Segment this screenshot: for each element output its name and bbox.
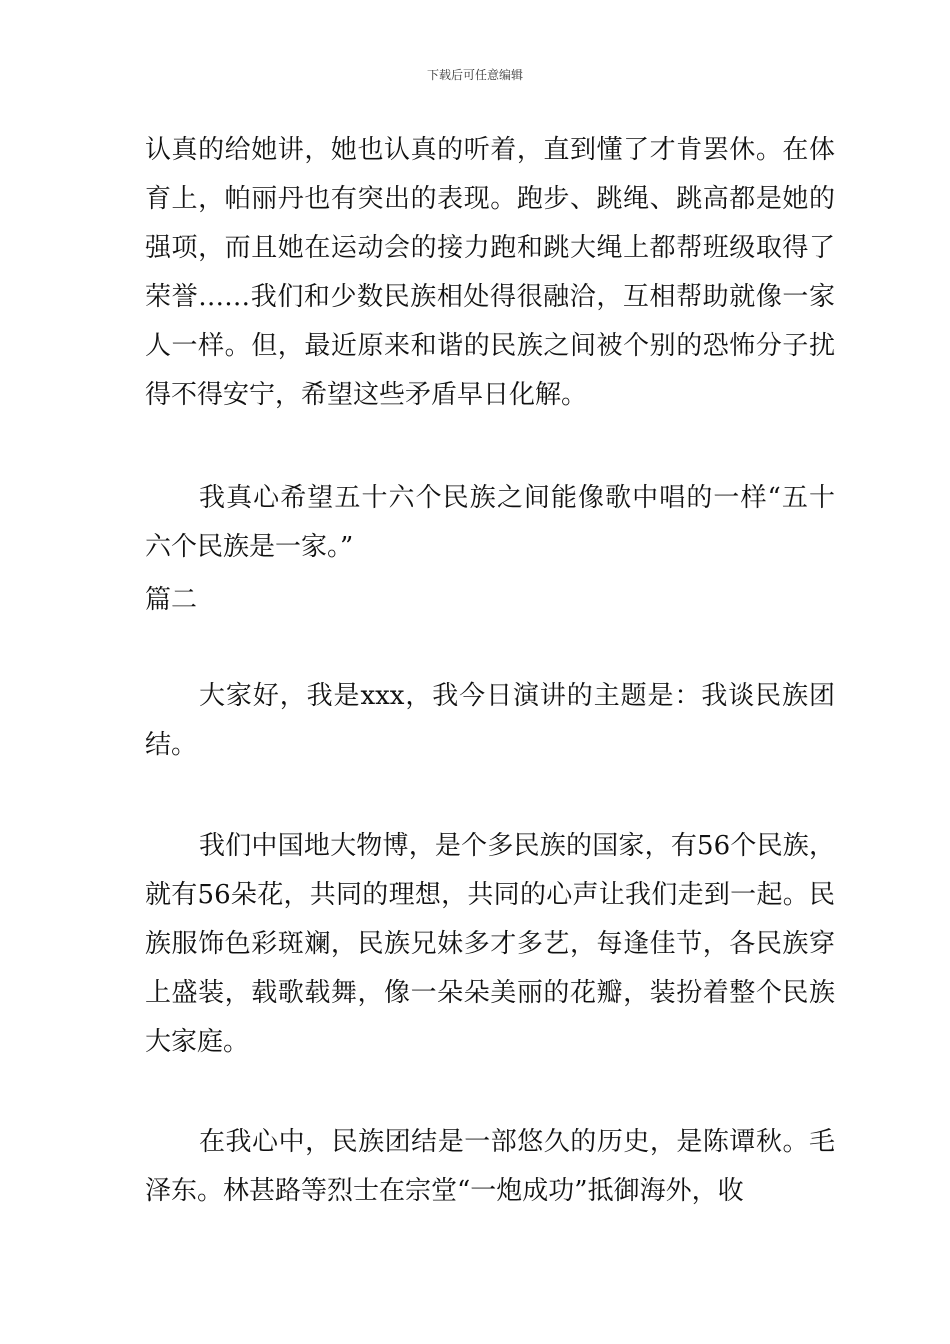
paragraph-3: 大家好，我是xxx，我今日演讲的主题是：我谈民族团结。: [145, 681, 835, 760]
paragraph-2: 我真心希望五十六个民族之间能像歌中唱的一样“五十六个民族是一家。”: [145, 483, 835, 562]
paragraph-1: 认真的给她讲，她也认真的听着，直到懂了才肯罢休。在体育上，帕丽丹也有突出的表现。跑步、跳绳、跳高都是她的强项，而且她在运动会的接力跑和跳大绳上都帮班级取得了荣誉……我们和少数民族相处得很融洽，互相帮助就像一家人一样。但，最近原来和谐的民族之间被个别的恐怖分子扰得不得安宁，希望这些矛盾早日化解。: [145, 135, 835, 410]
paragraph-4: 我们中国地大物博，是个多民族的国家，有56个民族，就有56朵花，共同的理想，共同的心声让我们走到一起。民族服饰色彩斑斓，民族兄妹多才多艺，每逢佳节，各民族穿上盛装，载歌载舞，像一朵朵美丽的花瓣，装扮着整个民族大家庭。: [145, 831, 835, 1057]
page-header-note: 下载后可任意编辑: [426, 68, 523, 82]
paragraph-5: 在我心中，民族团结是一部悠久的历史，是陈谭秋。毛泽东。林甚路等烈士在宗堂“一炮成功”抵御海外，收: [145, 1127, 835, 1206]
section-label: 篇二: [145, 585, 198, 615]
